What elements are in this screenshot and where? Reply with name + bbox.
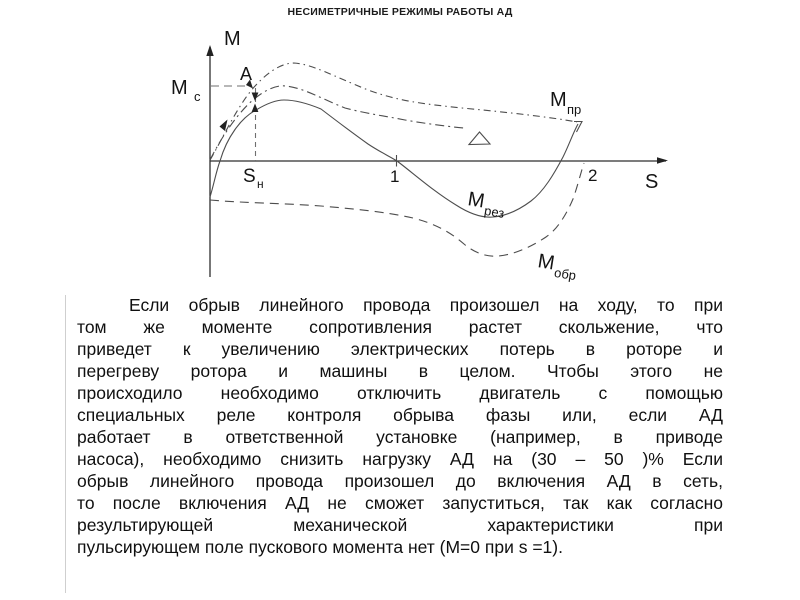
y-axis-label: М — [224, 28, 241, 50]
load-torque-subscript: с — [194, 89, 201, 104]
svg-text:обр: обр — [553, 264, 578, 284]
paragraph-line: обрыв линейного провода произошел до включения АД в сеть, — [77, 471, 723, 491]
paragraph-line: происходило необходимо отключить двигатель с помощью — [77, 383, 723, 403]
middle-torque-curve — [210, 86, 464, 160]
textbox-left-border — [65, 295, 66, 593]
paragraph-line: работает в ответственной установке (например, в приводе — [77, 427, 723, 447]
load-torque-label: М — [171, 77, 188, 99]
reverse-curve-label — [535, 250, 579, 283]
svg-text:М: М — [536, 250, 557, 275]
paragraph-line: специальных реле контроля обрыва фазы или, если АД — [77, 405, 723, 425]
paragraph-line: насоса), необходимо снизить нагрузку АД на (30 – 50 )% Если — [77, 449, 723, 469]
svg-text:М: М — [466, 188, 487, 213]
resultant-torque-curve — [210, 100, 578, 217]
direct-torque-curve — [210, 63, 577, 160]
direct-curve-label — [550, 89, 581, 117]
x-axis-arrow-icon — [657, 157, 668, 164]
paragraph-line: пульсирующем поле пускового момента нет (М=0 при s =1). — [77, 537, 563, 557]
slip-1-label: 1 — [390, 167, 400, 186]
up-arrow-icon — [252, 104, 259, 113]
paragraph-line: том же моменте сопротивления растет скольжение, что — [77, 317, 723, 337]
y-axis-arrow-icon — [206, 45, 213, 56]
slip-2-label: 2 — [588, 166, 598, 185]
page-title: НЕСИМЕТРИЧНЫЕ РЕЖИМЫ РАБОТЫ АД — [287, 6, 513, 18]
body-paragraph — [77, 294, 723, 558]
point-a-label: А — [240, 64, 253, 84]
paragraph-line: Если обрыв линейного провода произошел на ходу, то при — [129, 295, 723, 315]
paragraph-line: результирующей механической характеристики при — [77, 515, 723, 535]
svg-text:пр: пр — [567, 102, 582, 117]
paragraph-line: перегреву ротора и машины в целом. Чтобы этого не — [77, 361, 723, 381]
rated-slip-subscript: н — [257, 177, 264, 191]
delta-marker-icon — [469, 132, 490, 145]
x-axis-label: S — [645, 171, 659, 193]
svg-text:рез: рез — [483, 202, 506, 221]
svg-text:М: М — [550, 89, 567, 111]
rated-slip-label: S — [243, 166, 256, 187]
paragraph-line: то после включения АД не сможет запуститься, так как согласно — [77, 493, 723, 513]
paragraph-line: приведет к увеличению электрических потерь в роторе и — [77, 339, 723, 359]
resultant-curve-label — [465, 188, 507, 221]
